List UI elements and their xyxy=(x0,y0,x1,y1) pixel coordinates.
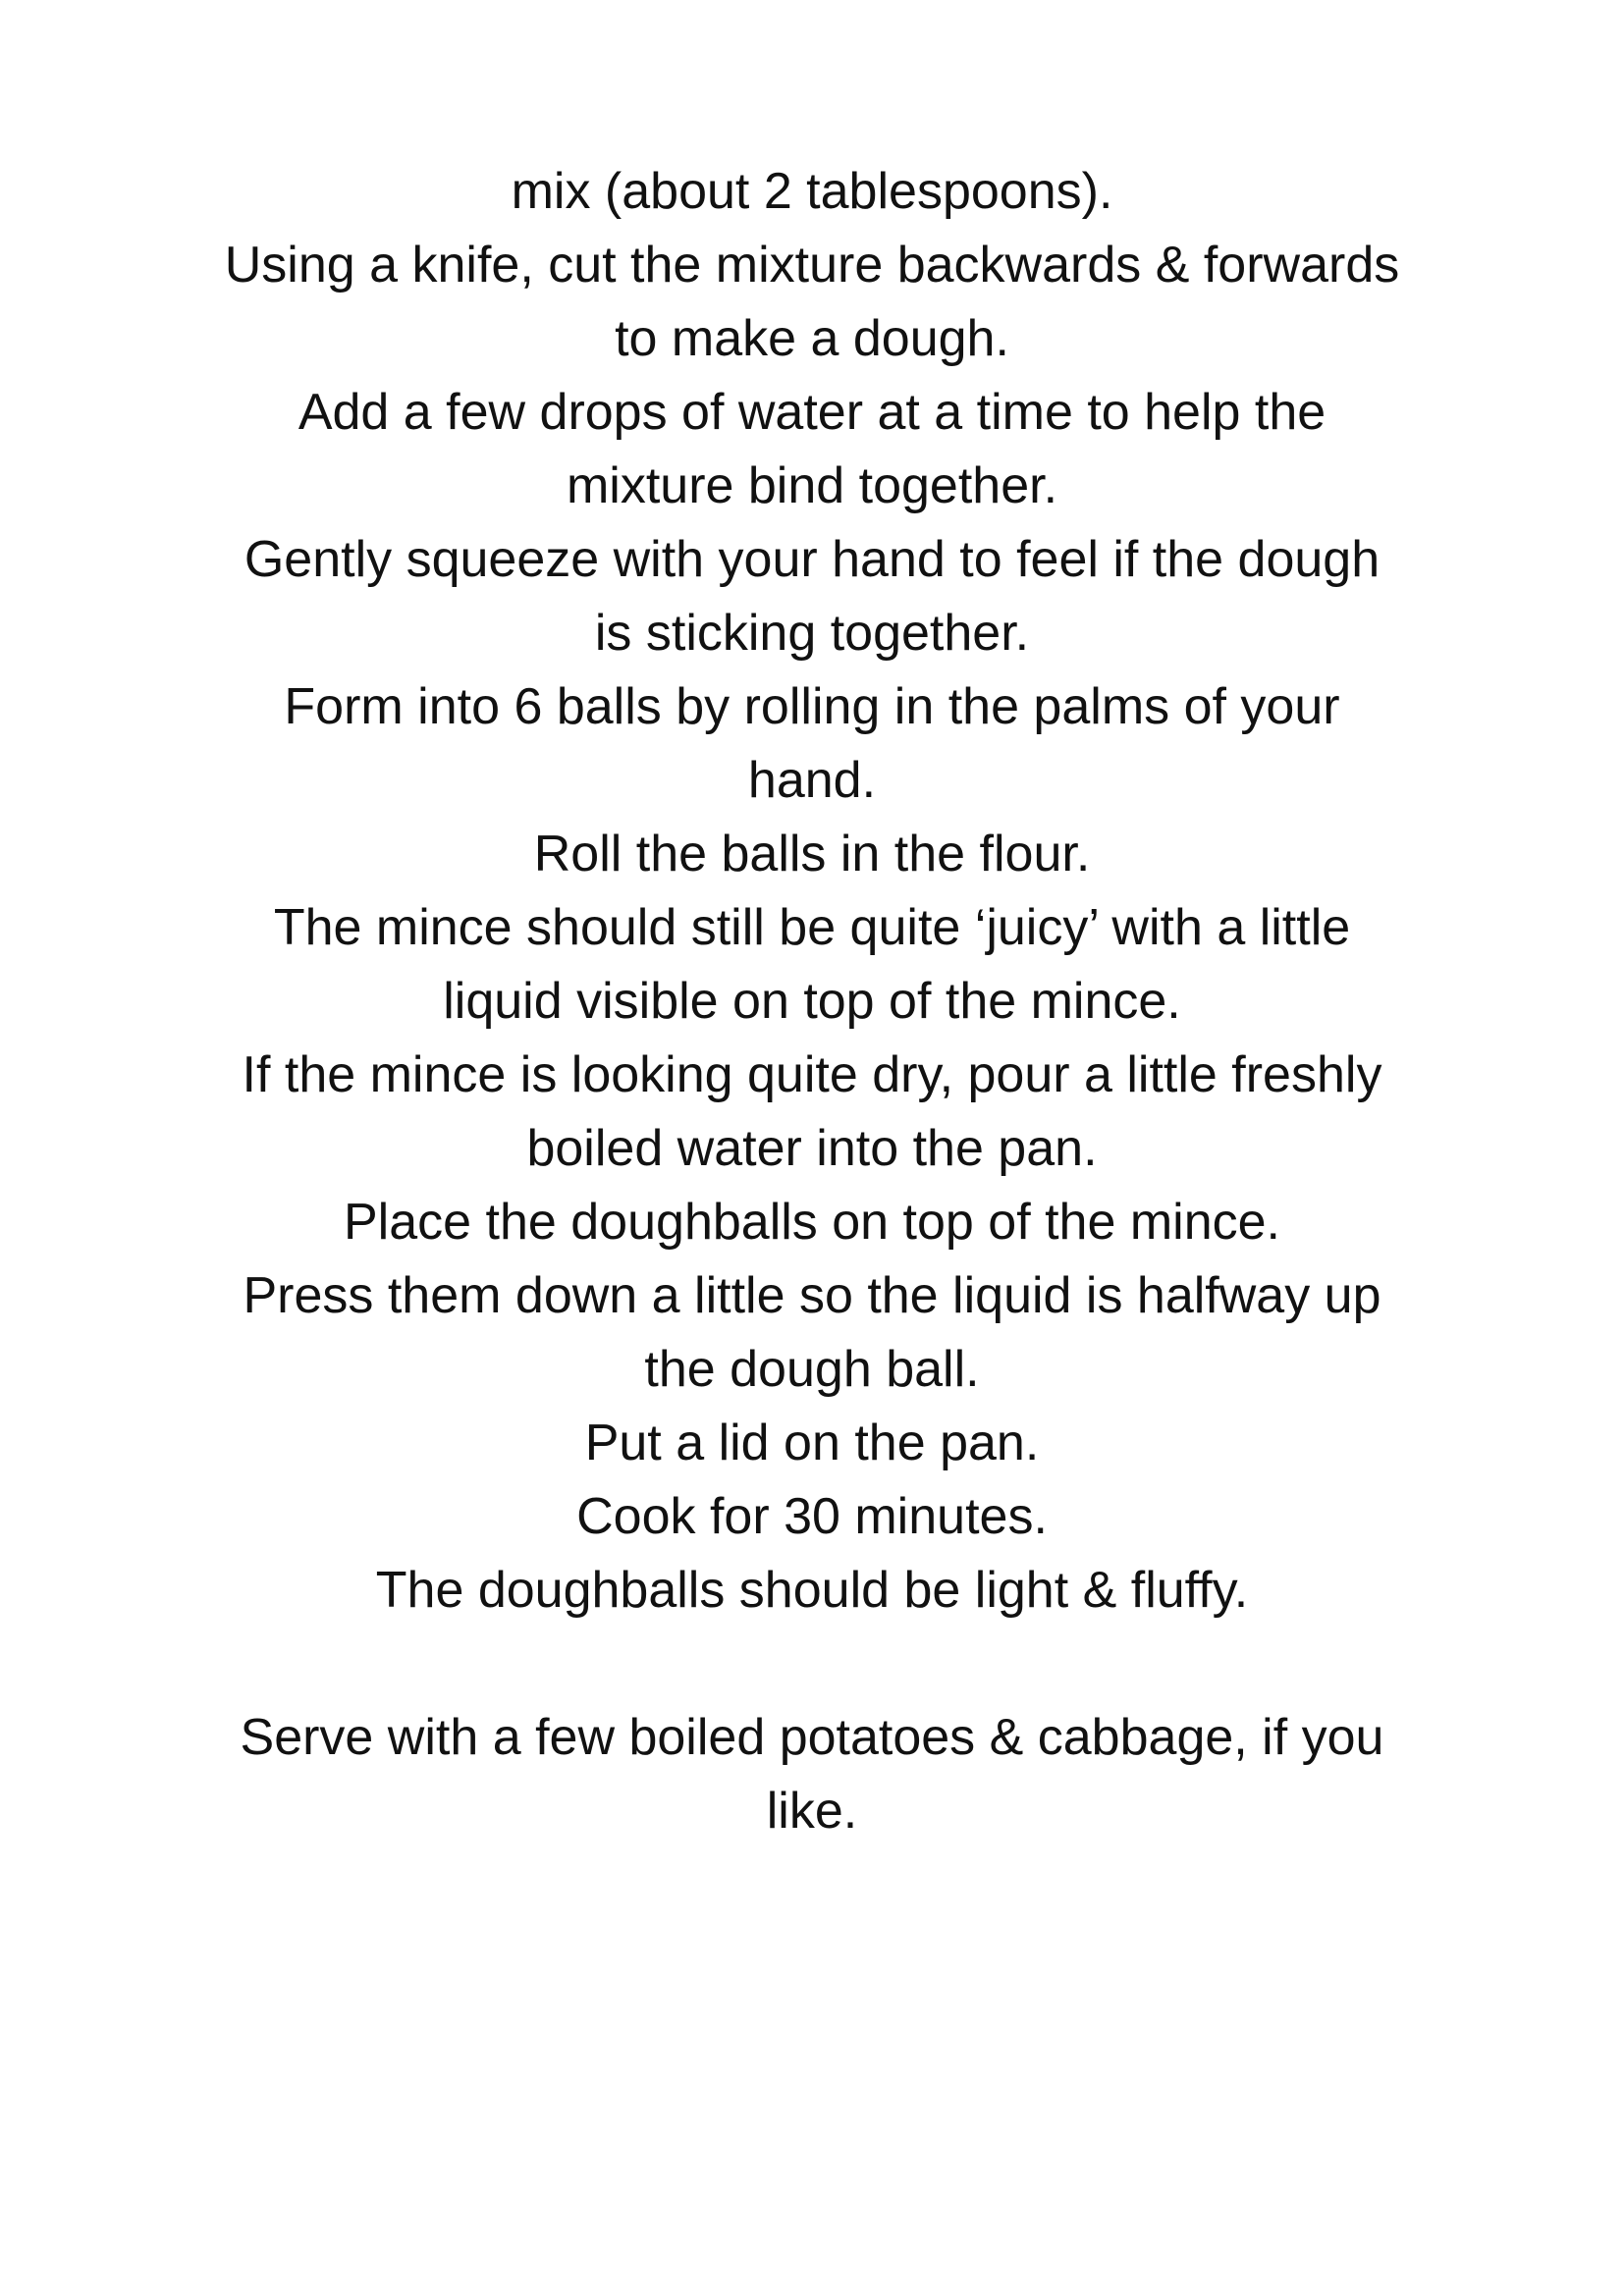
instruction-line: the dough ball. xyxy=(644,1341,980,1398)
instruction-line: Using a knife, cut the mixture backwards & forwards xyxy=(224,237,1400,294)
paragraph-gap xyxy=(98,1628,1526,1701)
instruction-line: If the mince is looking quite dry, pour a little freshly xyxy=(242,1046,1382,1103)
instruction-line: Press them down a little so the liquid is halfway up xyxy=(243,1267,1381,1324)
instruction-line: Form into 6 balls by rolling in the palms of your xyxy=(284,678,1340,735)
instruction-line: The doughballs should be light & fluffy. xyxy=(375,1562,1249,1619)
instruction-line: liquid visible on top of the mince. xyxy=(443,973,1181,1030)
recipe-instructions xyxy=(98,155,1526,1848)
instruction-line: Add a few drops of water at a time to help the xyxy=(298,384,1326,441)
instruction-line: Put a lid on the pan. xyxy=(584,1415,1040,1471)
serving-suggestion-line: Serve with a few boiled potatoes & cabbage, if you xyxy=(240,1709,1384,1766)
instruction-line: Roll the balls in the flour. xyxy=(533,826,1091,882)
serving-suggestion-line: like. xyxy=(766,1783,858,1840)
instruction-line: to make a dough. xyxy=(615,310,1009,367)
instruction-line: is sticking together. xyxy=(594,605,1030,662)
instruction-line: The mince should still be quite ‘juicy’ with a little xyxy=(273,899,1351,956)
instruction-line: hand. xyxy=(747,752,877,809)
instruction-line: Gently squeeze with your hand to feel if the dough xyxy=(244,531,1380,588)
instruction-line: mix (about 2 tablespoons). xyxy=(511,163,1113,220)
instruction-line: boiled water into the pan. xyxy=(526,1120,1098,1177)
instruction-line: mixture bind together. xyxy=(566,457,1058,514)
instruction-line: Cook for 30 minutes. xyxy=(576,1488,1048,1545)
instruction-line: Place the doughballs on top of the mince. xyxy=(344,1194,1280,1251)
